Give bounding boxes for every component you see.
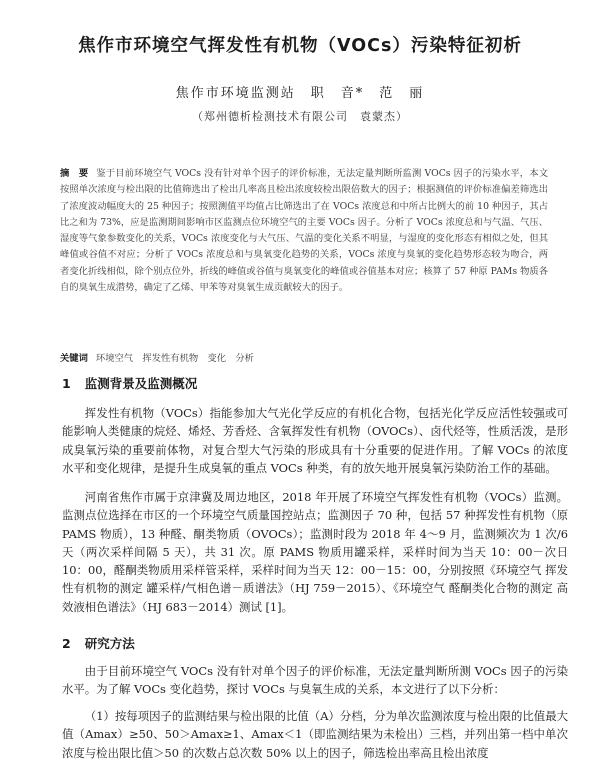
section-1-number: 1: [62, 376, 71, 391]
section-1-paragraph-2: 河南省焦作市属于京津冀及周边地区，2018 年开展了环境空气挥发性有机物（VOCs）监测。监测点位选择在市区的一个环境空气质量国控站点；监测因子 70 种，包括 57 种挥发性有机物（原 PAMS 物质），13 种醛、酮类物质（OVOCs）；监测时段为 2018 年 4～9 月，监测频次为 1 次/6 天（两次采样间隔 5 天），共 31 次。原 PAMS 物质用罐采样，采样时间为当天 10：00－次日 10：00，醛酮类物质用采样管采样，采样时间为当天 12：00－15：00，分别按照《环境空气 挥发性有机物的测定 罐采样/气相色谱－质谱法》（HJ 759－2015）、《环境空气 醛酮类化合物的测定 高效液相色谱法》（HJ 683－2014）测试 [1]。: [62, 490, 568, 614]
section-1-title: 监测背景及监测概况: [84, 376, 198, 391]
section-2-title: 研究方法: [84, 636, 135, 651]
keywords: [60, 350, 548, 364]
keywords-text: 环境空气 挥发性有机物 变化 分析: [95, 353, 254, 364]
section-2-heading: [62, 634, 135, 652]
section-2-paragraph-2: （1）按每项因子的监测结果与检出限的比值（A）分档，分为单次监测浓度与检出限的比值最大值（Amax）≥50、50＞Amax≥1、Amax＜1（即监测结果为未检出）三档，并列出第一档中单次浓度与检出限比值＞50 的次数占总次数 50% 以上的因子，筛选检出率高且检出浓度: [62, 709, 568, 760]
section-1-paragraph-1: 挥发性有机物（VOCs）指能参加大气光化学反应的有机化合物，包括光化学反应活性较强或可能影响人类健康的烷烃、烯烃、芳香烃、含氧挥发性有机物（OVOCs）、卤代烃等，性质活泼，是形成臭氧污染的重要前体物，对复合型大气污染的形成具有十分重要的促进作用。了解 VOCs 的浓度水平和变化规律，是提升生成臭氧的重点 VOCs 种类，有的放矢地开展臭氧污染防治工作的基础。: [62, 406, 568, 475]
section-2-number: 2: [62, 636, 71, 651]
abstract-text: 鉴于目前环境空气 VOCs 没有针对单个因子的评价标准，无法定量判断所监测 VOCs 因子的污染水平，本文按照单次浓度与检出限的比值筛选出了检出几率高且检出浓度较检出限倍数大的因子；根据测值的评价标准偏差筛选出了浓度波动幅度大的 25 种因子；按照测值平均值占比筛选出了在 VOCs 浓度总和中所占比例大的前 10 种因子，其占比之和为 73%，应是监测期间影响市区监测点位环境空气的主要 VOCs 因子。分析了 VOCs 浓度总和与气温、气压、湿度等气象参数变化的关系，VOCs 浓度变化与大气压、气温的变化关系不明显，与湿度的变化形态有相似之处，但其峰值或谷值不对应；分析了 VOCs 浓度总和与臭氧变化趋势的关系，VOCs 浓度与臭氧的变化趋势形态较为吻合，两者变化折线相似，除个别点位外，折线的峰值或谷值与臭氧变化的峰值或谷值基本对应；核算了 57 种原 PAMs 物质各自的臭氧生成潜势，确定了乙烯、甲苯等对臭氧生成贡献较大的因子。: [60, 168, 548, 294]
abstract-label: 摘 要: [60, 168, 89, 179]
paper-title: 焦作市环境空气挥发性有机物（VOCs）污染特征初析: [78, 36, 522, 56]
authors: 焦作市环境监测站 职 音* 范 丽: [175, 86, 425, 101]
section-2-paragraph-1: 由于目前环境空气 VOCs 没有针对单个因子的评价标准，无法定量判断所测 VOCs 因子的污染水平。为了解 VOCs 变化趋势，探讨 VOCs 与臭氧生成的关系，本文进行了以下分析：: [62, 664, 568, 697]
keywords-label: 关键词: [60, 353, 88, 364]
affiliation: （郑州德析检测技术有限公司 袁蒙杰）: [192, 110, 408, 123]
section-1-heading: [62, 374, 197, 392]
abstract: [60, 166, 548, 296]
